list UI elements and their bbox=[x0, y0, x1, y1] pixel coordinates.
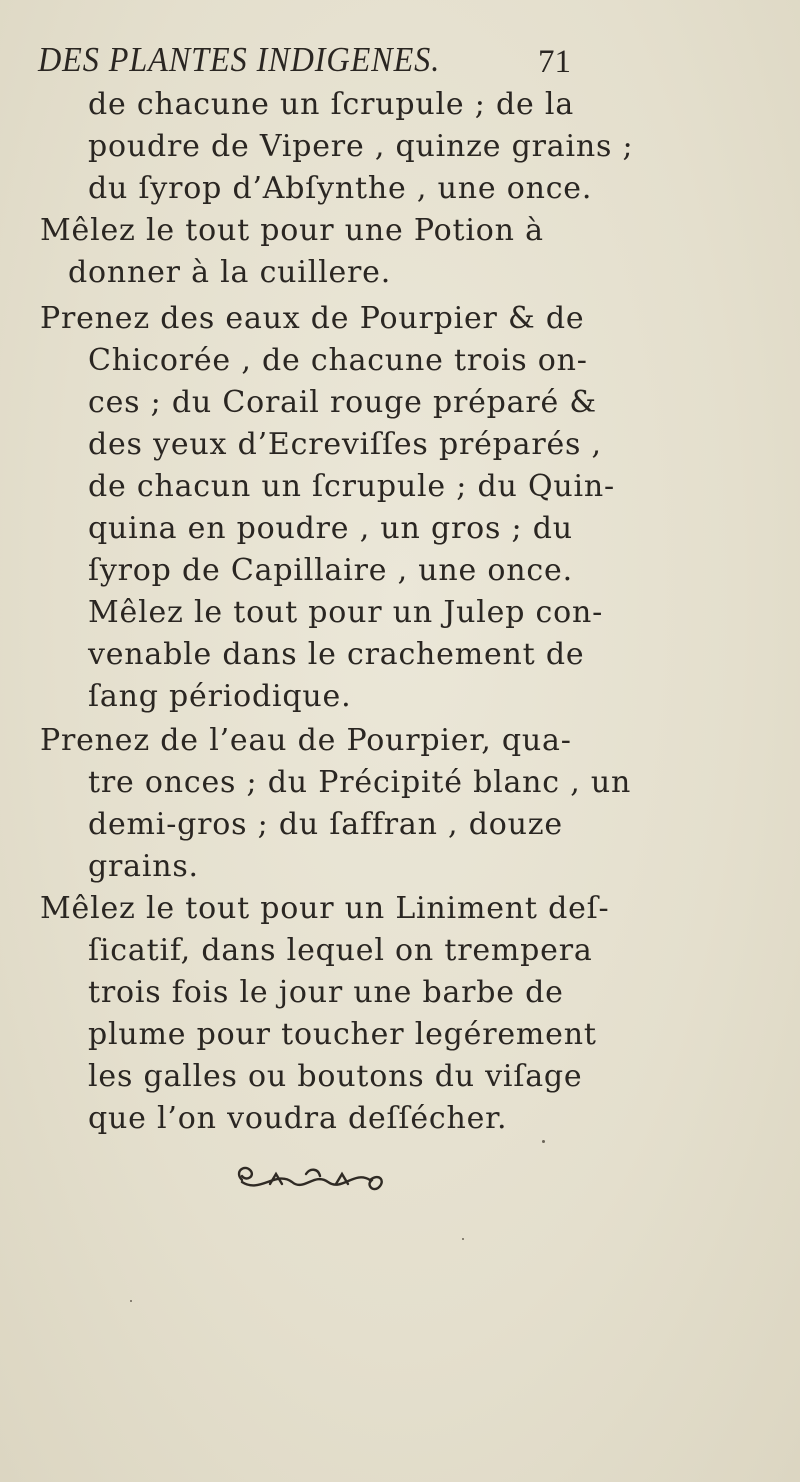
paper-speck bbox=[462, 1238, 464, 1240]
text-line: Mêlez le tout pour une Potion à bbox=[40, 213, 544, 248]
text-line: ſang périodique. bbox=[88, 679, 352, 714]
text-line: Mêlez le tout pour un Julep con- bbox=[88, 595, 604, 630]
text-line: Prenez de l’eau de Pourpier, qua- bbox=[40, 723, 572, 758]
text-line: ſicatif, dans lequel on trempera bbox=[88, 933, 593, 968]
page-number: 71 bbox=[538, 44, 571, 80]
page-header bbox=[38, 40, 598, 90]
text-line: plume pour toucher legérement bbox=[88, 1017, 597, 1052]
running-head: DES PLANTES INDIGENES. bbox=[38, 40, 441, 79]
text-line: donner à la cuillere. bbox=[68, 255, 392, 290]
text-line: des yeux d’Ecreviſſes préparés , bbox=[88, 427, 602, 462]
text-line: tre onces ; du Précipité blanc , un bbox=[88, 765, 632, 800]
text-line: de chacun un ſcrupule ; du Quin- bbox=[88, 469, 615, 504]
text-line: venable dans le crachement de bbox=[88, 637, 585, 672]
text-line: Chicorée , de chacune trois on- bbox=[88, 343, 588, 378]
text-line: quina en poudre , un gros ; du bbox=[88, 511, 573, 546]
text-line: de chacune un ſcrupule ; de la bbox=[88, 87, 575, 122]
text-line: Mêlez le tout pour un Liniment deſ- bbox=[40, 891, 610, 926]
text-line: les galles ou boutons du viſage bbox=[88, 1059, 583, 1094]
text-line: poudre de Vipere , quinze grains ; bbox=[88, 129, 634, 164]
text-line: que l’on voudra deſſécher. bbox=[88, 1101, 508, 1136]
text-line: ſyrop de Capillaire , une once. bbox=[88, 553, 573, 588]
text-line: grains. bbox=[88, 849, 199, 884]
paper-speck bbox=[130, 1300, 132, 1302]
vine-scroll-ornament-icon bbox=[230, 1160, 390, 1200]
text-line: du ſyrop d’Abſynthe , une once. bbox=[88, 171, 593, 206]
text-line: demi-gros ; du ſaffran , douze bbox=[88, 807, 563, 842]
text-line: trois fois le jour une barbe de bbox=[88, 975, 564, 1010]
paper-speck bbox=[542, 1140, 545, 1143]
text-line: ces ; du Corail rouge préparé & bbox=[88, 385, 597, 420]
text-line: Prenez des eaux de Pourpier & de bbox=[40, 301, 585, 336]
